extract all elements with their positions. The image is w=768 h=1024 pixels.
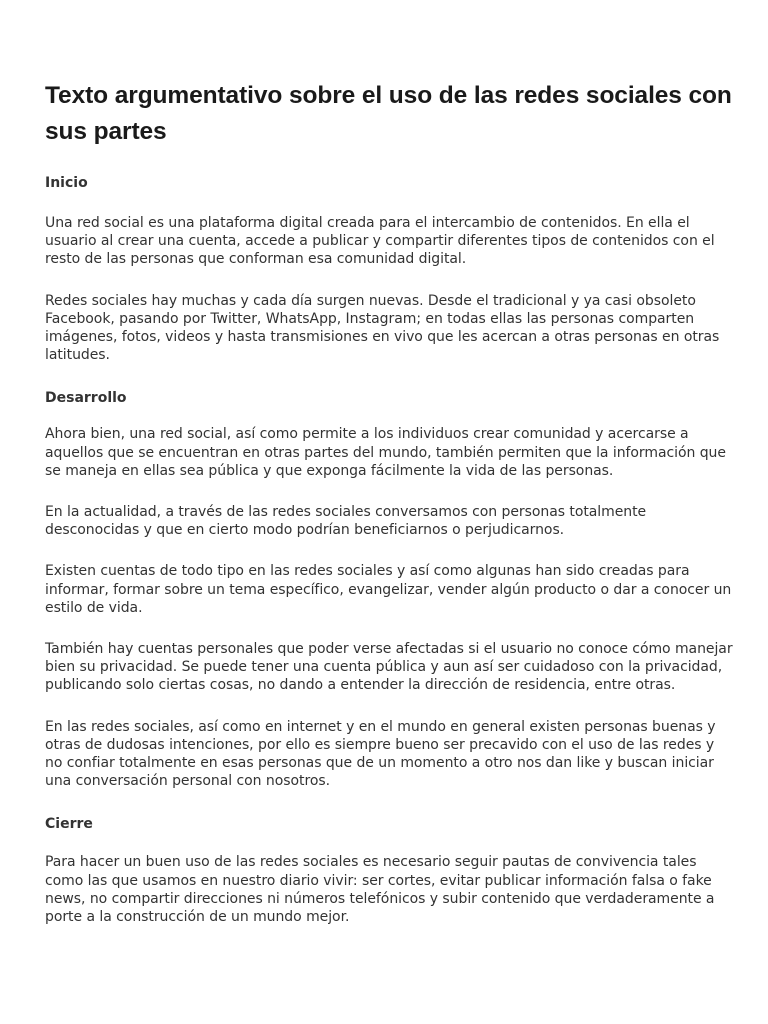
paragraph: En la actualidad, a través de las redes sociales conversamos con personas totalmente desconocidas y que en cierto modo podrían beneficiarnos o perjudicarnos. xyxy=(45,504,647,539)
document-title: Texto argumentativo sobre el uso de las redes sociales con sus partes xyxy=(45,82,732,145)
document-page xyxy=(45,78,735,926)
paragraph: También hay cuentas personales que poder verse afectadas si el usuario no conoce cómo manejar bien su privacidad. Se puede tener una cuenta pública y aun así ser cuidadoso con la privacidad, publicando solo ciertas cosas, no dando a entender la dirección de residencia, entre otras. xyxy=(45,641,733,694)
paragraph: En las redes sociales, así como en internet y en el mundo en general existen personas buenas y otras de dudosas intenciones, por ello es siempre bueno ser precavido con el uso de las redes y no confiar totalmente en esas personas que de un momento a otro nos dan like y buscan iniciar una conversación personal con nosotros. xyxy=(45,718,716,790)
paragraph: Existen cuentas de todo tipo en las redes sociales y así como algunas han sido creadas para informar, formar sobre un tema específico, evangelizar, vender algún producto o dar a conocer un estilo de vida. xyxy=(45,563,732,616)
paragraph: Para hacer un buen uso de las redes sociales es necesario seguir pautas de convivencia tales como las que usamos en nuestro diario vivir: ser cortes, evitar publicar información falsa o fake news, no compartir direcciones ni números telefónicos y subir contenido que verdaderamente a porte a la construcción de un mundo mejor. xyxy=(45,854,715,926)
section-heading-desarrollo: Desarrollo xyxy=(45,390,127,407)
paragraph: Una red social es una plataforma digital creada para el intercambio de contenidos. En ella el usuario al crear una cuenta, accede a publicar y compartir diferentes tipos de contenidos con el resto de las personas que conforman esa comunidad digital. xyxy=(45,215,715,268)
paragraph: Ahora bien, una red social, así como permite a los individuos crear comunidad y acercarse a aquellos que se encuentran en otras partes del mundo, también permiten que la información que se maneja en ellas sea pública y que exponga fácilmente la vida de las personas. xyxy=(45,426,726,479)
paragraph: Redes sociales hay muchas y cada día surgen nuevas. Desde el tradicional y ya casi obsoleto Facebook, pasando por Twitter, WhatsApp, Instagram; en todas ellas las personas comparten imágenes, fotos, videos y hasta transmisiones en vivo que les acercan a otras personas en otras latitudes. xyxy=(45,292,720,364)
section-heading-cierre: Cierre xyxy=(45,816,93,833)
section-heading-inicio: Inicio xyxy=(45,175,88,191)
